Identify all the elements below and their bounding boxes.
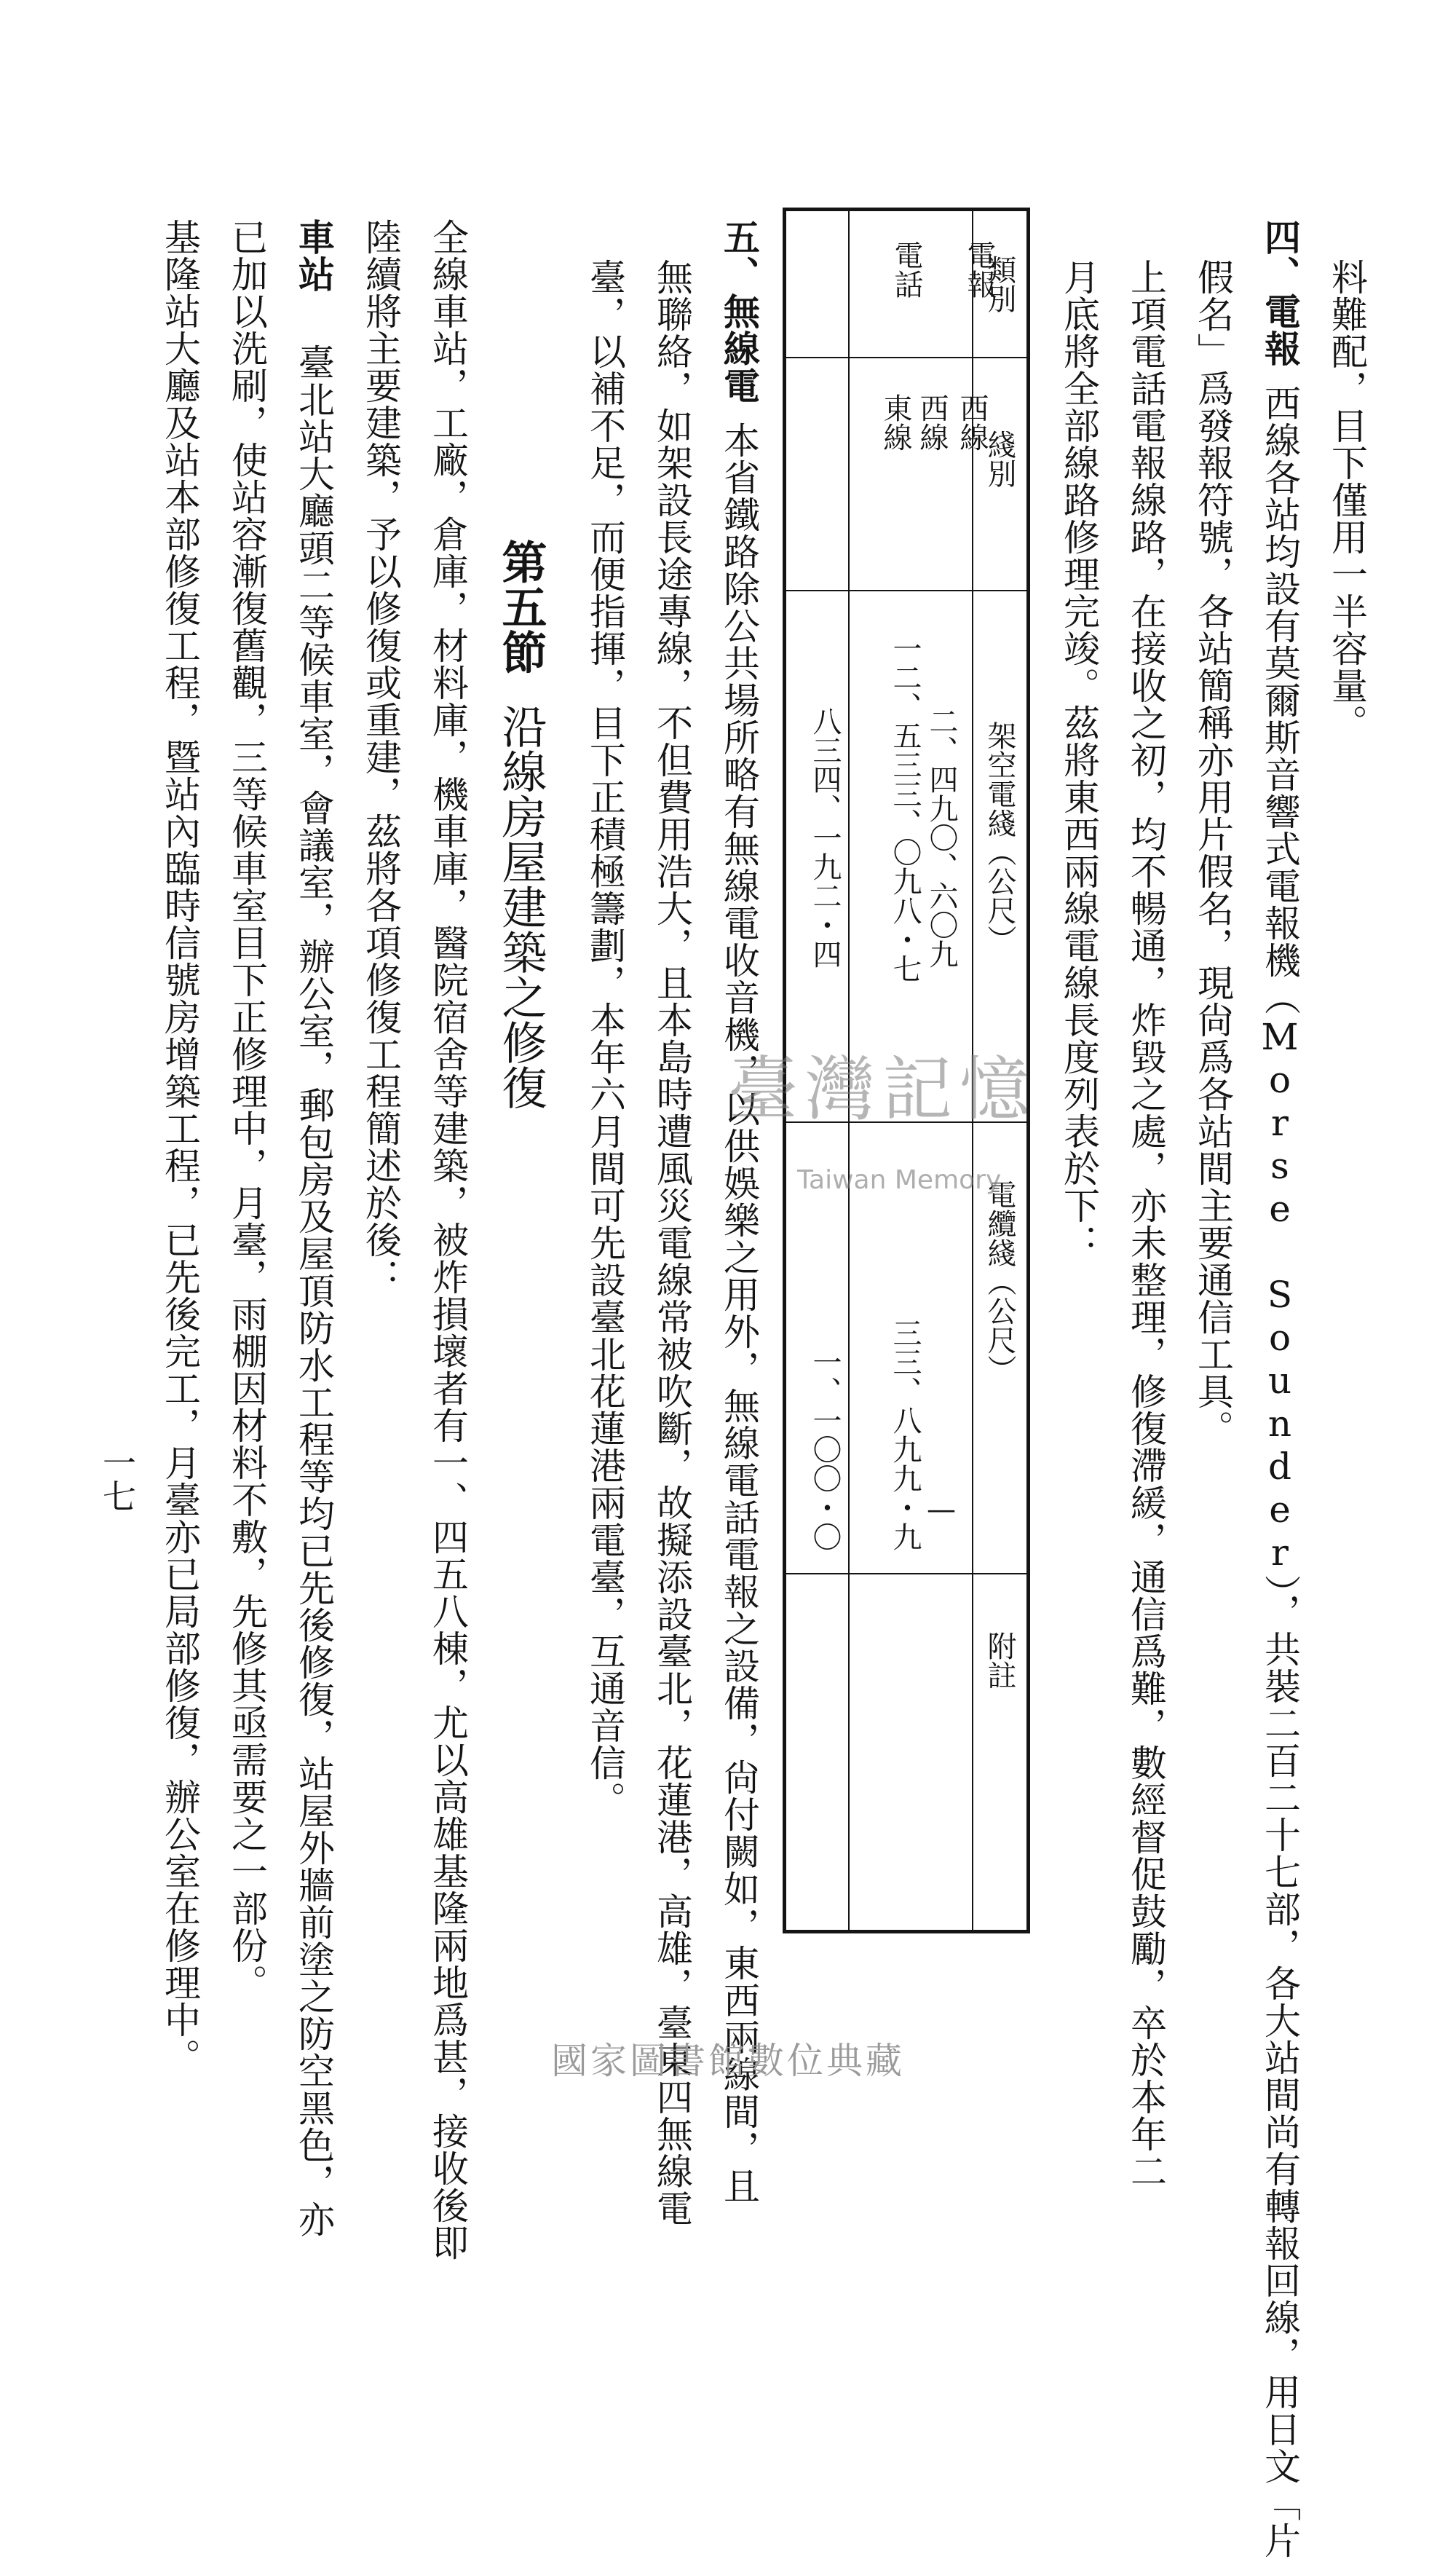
item-heading: 車站 bbox=[293, 218, 336, 293]
text-column: 月底將全部線路修理完竣。茲將東西兩線電線長度列表於下： bbox=[1058, 259, 1100, 1261]
section-number: 第五節 bbox=[494, 539, 547, 674]
text-column: 全線車站，工廠，倉庫，材料庫，機車庫，醫院宿舍等建築，被炸損壞者有一、四五八棟，尤以高雄基隆兩地爲甚，接收後即 bbox=[427, 218, 469, 2261]
table-row-cable: 三三、八九九・九 bbox=[888, 1318, 922, 1551]
table-row-overhead: 一二、五三三、〇九八・七 bbox=[888, 634, 922, 983]
watermark-sub: Taiwan Memory bbox=[797, 1165, 1002, 1195]
section-title: 沿線房屋建築之修復 bbox=[494, 703, 547, 1110]
page-number: 一七 bbox=[98, 1446, 137, 1513]
table-header-cable: 電纜綫（公尺） bbox=[983, 1180, 1016, 1384]
table-row-line: 西線 bbox=[915, 393, 949, 452]
text-column: 臺，以補不足，而便指揮，目下正積極籌劃，本年六月間可先設臺北花蓮港兩電臺，互通音信。 bbox=[584, 259, 626, 1818]
table-row-overhead: 二、四九〇、六〇九 bbox=[925, 706, 958, 969]
text-column: 陸續將主要建築，予以修復或重建，茲將各項修復工程簡述於後： bbox=[360, 218, 402, 1296]
text-column: 上項電話電報線路，在接收之初，均不暢通，炸毀之處，亦未整理，修復滯緩，通信爲難，數經督促鼓勵，卒於本年二 bbox=[1125, 259, 1167, 2190]
table-row-line: 東線 bbox=[879, 393, 912, 452]
text-column: 已加以洗刷，使站容漸復舊觀，三等候車室目下正修理中，月臺，雨棚因材料不敷，先修其亟需要之一部份。 bbox=[226, 218, 268, 2001]
item-heading: 五、無線電 bbox=[718, 218, 761, 404]
table-header-category: 類別 bbox=[983, 255, 1016, 313]
watermark: 臺灣記憶 bbox=[728, 1049, 1037, 1130]
text-column: 假名」爲發報符號，各站簡稱亦用片假名，現尙爲各站間主要通信工具。 bbox=[1192, 259, 1234, 1447]
text-column: 基隆站大廳及站本部修復工程，暨站內臨時信號房增築工程，已先後完工，月臺亦已局部修復，辦公室在修理中。 bbox=[159, 218, 201, 2075]
item-heading: 四、電報 bbox=[1259, 218, 1302, 367]
table-row-cable: — bbox=[925, 1493, 958, 1526]
text-column: 無聯絡，如架設長途專線，不但費用浩大，且本島時遭風災電線常被吹斷，故擬添設臺北，花蓮港，高雄，臺東四無線電 bbox=[651, 259, 693, 2227]
text-column: 四、電報西線各站均設有莫爾斯音響式電報機（Morse Sounder），共裝二百二十七部，各大站間尚有轉報回線，用日文「片 bbox=[1259, 218, 1302, 2559]
text-column: 五、無線電本省鐵路除公共場所略有無線電收音機，以供娛樂之用外，無線電話電報之設備，尙付闕如，東西兩線間，且 bbox=[718, 218, 761, 2204]
table-header-remarks: 附註 bbox=[983, 1631, 1016, 1689]
text-column: 料難配，目下僅用一半容量。 bbox=[1326, 259, 1368, 741]
section-heading bbox=[495, 539, 546, 1110]
table-header-overhead: 架空電綫（公尺） bbox=[983, 721, 1016, 954]
table-row-category: 電話 bbox=[890, 240, 923, 299]
footer-credit: 國家圖書館數位典藏 bbox=[551, 2040, 905, 2082]
table-row-overhead: 八三四、一九二・四 bbox=[808, 706, 842, 969]
table-header-line: 綫別 bbox=[983, 430, 1016, 488]
table-row-cable: 一、一〇〇・〇 bbox=[808, 1347, 842, 1551]
table-row-line: 西線 bbox=[955, 393, 989, 452]
table-row-category: 電報 bbox=[962, 240, 996, 299]
text-column: 車站臺北站大廳頭二等候車室，會議室，辦公室，郵包房及屋頂防水工程等均已先後修復，站屋外牆前塗之防空黑色，亦 bbox=[293, 218, 336, 2238]
